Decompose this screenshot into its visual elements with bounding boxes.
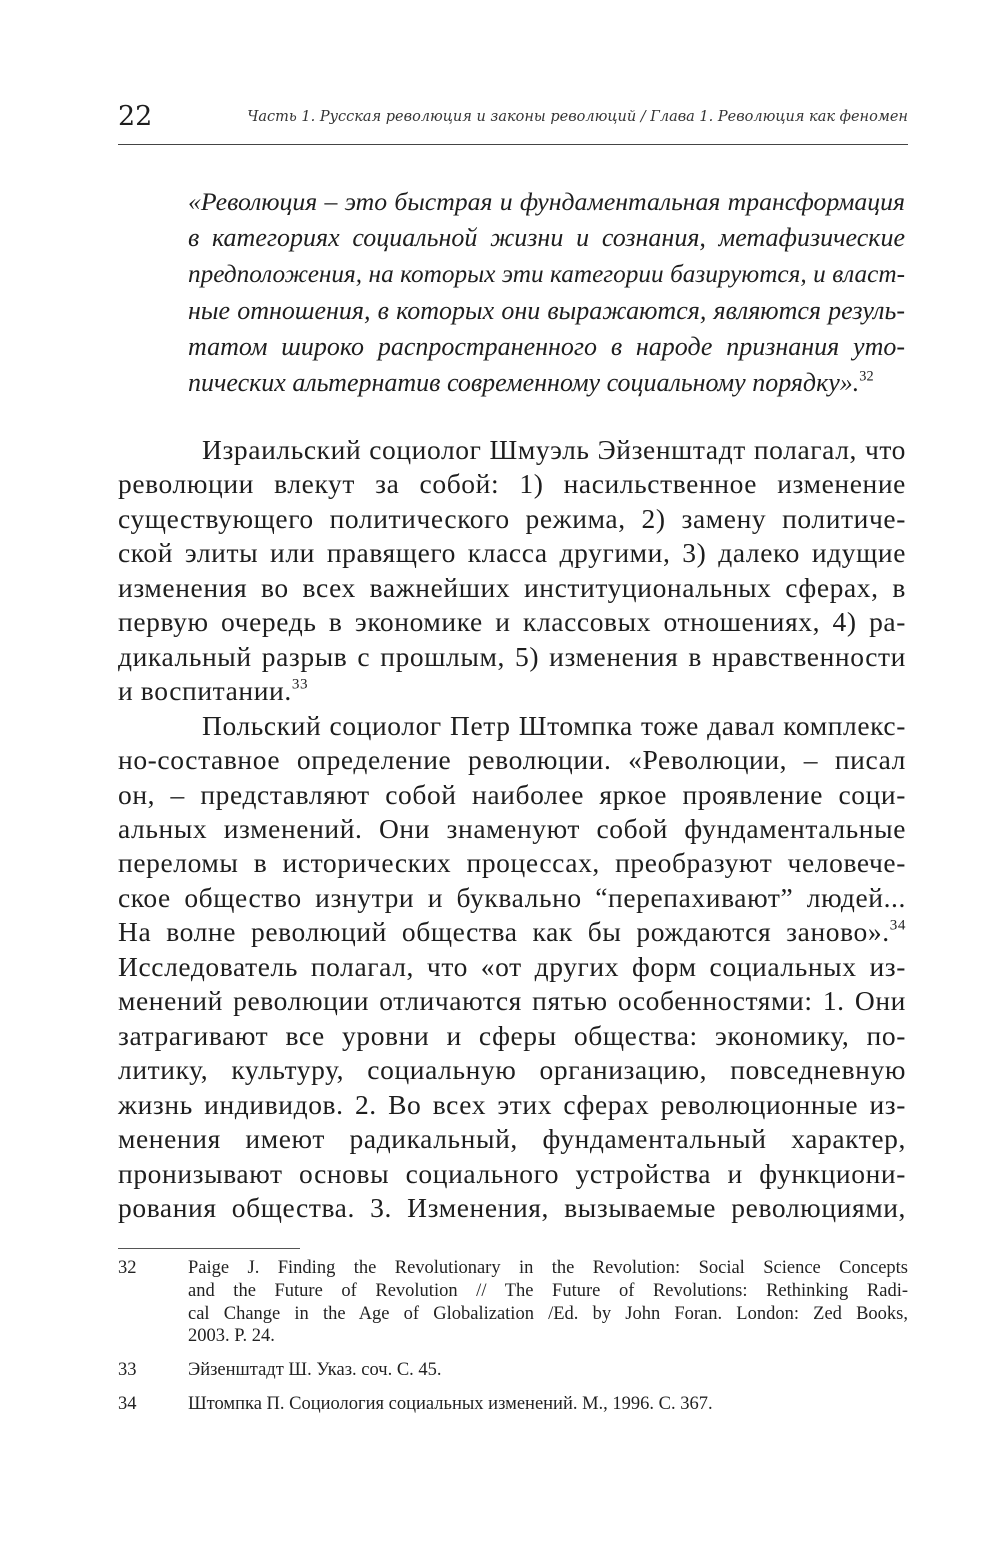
body-line: литику, культуру, социальную организацию, повседневную xyxy=(118,1054,906,1086)
body-line: Исследователь полагал, что «от других форм социальных из- xyxy=(118,950,906,982)
footnote-line: Штомпка П. Социология социальных изменений. М., 1996. С. 367. xyxy=(188,1393,713,1414)
body-line: но-составное определение революции. «Революции, – писал xyxy=(118,744,906,776)
footnote-ref-34: 34 xyxy=(889,918,906,934)
quote-line: «Революция – это быстрая и фундаментальная трансформация xyxy=(188,187,905,216)
footnote-33 xyxy=(118,1359,908,1382)
quote-line-last xyxy=(188,365,905,401)
body-line-text: и воспитании. xyxy=(118,675,292,707)
footnote-rule xyxy=(118,1248,300,1249)
body-line-with-ref-33 xyxy=(118,674,906,708)
running-head: Часть 1. Русская революция и законы революций / Глава 1. Революция как феномен xyxy=(247,109,908,125)
quote-line-text: пических альтернатив современному социальному порядку». xyxy=(188,368,860,398)
body-line: пронизывают основы социального устройства и функциони- xyxy=(118,1157,906,1189)
body-line: изменения во всех важнейших институциональных сферах, в xyxy=(118,571,906,603)
footnote-number: 33 xyxy=(118,1360,137,1381)
quote-line: предположения, на которых эти категории базируются, и власт- xyxy=(188,260,905,289)
body-line: жизнь индивидов. 2. Во всех этих сферах революционные из- xyxy=(118,1088,906,1120)
body-line: первую очередь в экономике и классовых отношениях, 4) ра- xyxy=(118,606,906,638)
footnote-text xyxy=(188,1257,908,1348)
body-line: существующего политического режима, 2) замену политиче- xyxy=(118,502,906,534)
body-line: рования общества. 3. Изменения, вызываемые революциями, xyxy=(118,1191,906,1223)
footnote-number: 34 xyxy=(118,1393,137,1414)
body-line: он, – представляют собой наиболее яркое проявление соци- xyxy=(118,778,906,810)
body-line: дикальный разрыв с прошлым, 5) изменения в нравственности xyxy=(118,640,906,672)
body-text xyxy=(118,433,906,1225)
footnote-line: Эйзенштадт Ш. Указ. соч. С. 45. xyxy=(188,1360,442,1381)
body-line: Израильский социолог Шмуэль Эйзенштадт полагал, что xyxy=(202,434,906,465)
body-line: альных изменений. Они знаменуют собой фундаментальные xyxy=(118,812,906,844)
footnote-text xyxy=(188,1393,908,1416)
body-line: революции влекут за собой: 1) насильственное изменение xyxy=(118,468,906,500)
body-line: ской элиты или правящего класса другими, 3) далеко идущие xyxy=(118,537,906,569)
body-line: затрагивают все уровни и сферы общества: экономику, по- xyxy=(118,1019,906,1051)
footnote-number: 32 xyxy=(118,1258,137,1278)
footnote-line: Paige J. Finding the Revolutionary in the Revolution: Social Science Concepts xyxy=(188,1258,908,1278)
body-line-text: На волне революций общества как бы рождаются заново». xyxy=(118,916,890,948)
body-line: менения имеют радикальный, фундаментальный характер, xyxy=(118,1123,906,1155)
footnote-34 xyxy=(118,1393,908,1416)
body-line: Польский социолог Петр Штомпка тоже давал комплекс- xyxy=(202,709,906,741)
body-line: менений революции отличаются пятью особенностями: 1. Они xyxy=(118,985,906,1017)
footnote-line: and the Future of Revolution // The Future of Revolutions: Rethinking Radi- xyxy=(188,1280,908,1301)
block-quote xyxy=(188,184,905,401)
quote-line: ные отношения, в которых они выражаются, являются резуль- xyxy=(188,295,905,325)
body-line: переломы в исторических процессах, преобразуют человече- xyxy=(118,847,906,879)
footnote-ref-32: 32 xyxy=(859,368,874,385)
footnote-line: 2003. P. 24. xyxy=(188,1326,275,1347)
footnote-ref-33: 33 xyxy=(291,676,309,693)
page-number: 22 xyxy=(118,101,153,132)
body-line: ское общество изнутри и буквально “перепахивают” людей... xyxy=(118,881,906,913)
quote-line: в категориях социальной жизни и сознания, метафизические xyxy=(188,223,905,253)
body-line-with-ref-34 xyxy=(118,915,906,949)
header-rule xyxy=(118,144,908,145)
quote-line: татом широко распространенного в народе признания уто- xyxy=(188,331,905,361)
footnote-line: cal Change in the Age of Globalization /Ed. by John Foran. London: Zed Books, xyxy=(188,1303,908,1324)
footnote-32 xyxy=(118,1257,908,1348)
footnote-text xyxy=(188,1359,908,1382)
footnotes xyxy=(118,1257,908,1427)
